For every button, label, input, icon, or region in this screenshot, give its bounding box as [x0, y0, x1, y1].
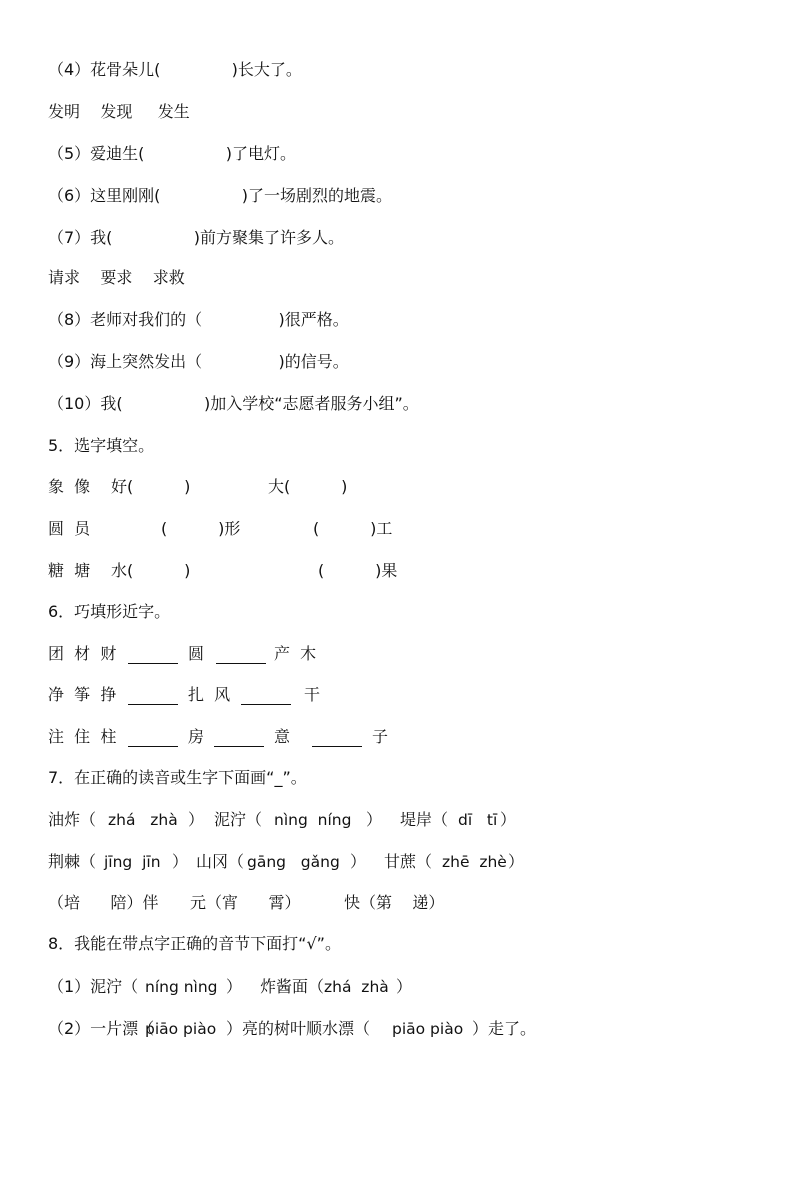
q4-item-8: （8）老师对我们的（ )很严格。 — [48, 310, 349, 329]
q7-pinyin-options: dī tī — [458, 811, 498, 829]
q8-item-2-middle: ）亮的树叶顺水漂（ — [226, 1019, 371, 1038]
q7-row-1 — [48, 808, 768, 832]
q7-close: ） — [508, 852, 525, 871]
q5-row-blank-second: ( )果 — [318, 561, 398, 580]
q8-pinyin-options: piāo piào — [392, 1020, 464, 1038]
q7-word: 荆棘（ — [48, 852, 97, 871]
q4-word-options-2: 发明 发现 发生 — [48, 102, 190, 121]
q8-item-2 — [48, 1017, 768, 1041]
q6-blank-line — [241, 704, 291, 705]
q5-row-3 — [48, 559, 748, 583]
q6-row-1 — [48, 642, 748, 666]
q8-item-1-word: （1）泥泞（ — [48, 977, 139, 996]
q7-char-choice: （培 陪）伴 — [48, 893, 159, 912]
q8-close: ） — [226, 977, 243, 996]
q5-row-blank-first: 水( ) — [111, 561, 191, 580]
q6-chars-a: 注 住 柱 — [48, 727, 117, 746]
q6-chars-a: 净 筝 挣 — [48, 685, 117, 704]
q6-blank-line — [128, 663, 178, 664]
q6-blank-line — [128, 746, 178, 747]
q8-item-2-word: （2）一片漂（ — [48, 1019, 155, 1038]
q5-row-chars: 糖 塘 — [48, 561, 91, 580]
q7-pinyin-options: jīng jīn — [104, 853, 161, 871]
q6-blank-line — [216, 663, 266, 664]
q7-word: 泥泞（ — [214, 810, 263, 829]
q7-pinyin-options: zhē zhè — [442, 853, 507, 871]
q4-item-7: （7）我( )前方聚集了许多人。 — [48, 228, 345, 247]
q5-row-2 — [48, 517, 748, 541]
q7-close: ） — [366, 810, 383, 829]
q5-row-blank-second: 大( ) — [268, 477, 348, 496]
q6-chars-b: 房 — [188, 727, 205, 746]
q6-row-2 — [48, 683, 748, 707]
q8-pinyin-options: níng nìng — [145, 978, 218, 996]
q6-chars-a: 团 材 财 — [48, 644, 117, 663]
q7-row-3 — [48, 891, 768, 915]
q7-pinyin-options: nìng níng — [274, 811, 352, 829]
q5-row-1 — [48, 475, 748, 499]
q8-item-1-word-2: 炸酱面（ — [260, 977, 325, 996]
q7-word: 山冈（ — [196, 852, 245, 871]
q8-pinyin-options: piāo piào — [145, 1020, 217, 1038]
q7-word: 油炸（ — [48, 810, 97, 829]
q7-pinyin-options: zhá zhà — [108, 811, 178, 829]
q7-word: 堤岸（ — [400, 810, 449, 829]
q5-row-blank-second: ( )工 — [313, 519, 393, 538]
q7-title: 7．在正确的读音或生字下面画“_”。 — [48, 768, 307, 787]
q8-item-2-end: ）走了。 — [472, 1019, 537, 1038]
q7-close: ） — [172, 852, 189, 871]
q5-title: 5．选字填空。 — [48, 436, 155, 455]
q7-word: 甘蔗（ — [384, 852, 433, 871]
q4-word-options-3: 请求 要求 求救 — [48, 268, 185, 287]
q6-chars-b: 扎 风 — [188, 685, 231, 704]
q6-chars-c: 意 — [274, 727, 291, 746]
q7-char-choice: 快（第 递） — [344, 893, 445, 912]
q6-row-3 — [48, 725, 748, 749]
q7-char-choice: 元（宵 霄） — [190, 893, 301, 912]
q7-close: ） — [188, 810, 205, 829]
q6-chars-c: 干 — [304, 685, 321, 704]
q8-title: 8．我能在带点字正确的音节下面打“√”。 — [48, 934, 341, 953]
q4-item-6: （6）这里刚刚( )了一场剧烈的地震。 — [48, 186, 393, 205]
q6-blank-line — [312, 746, 362, 747]
q5-row-blank-first: ( )形 — [161, 519, 241, 538]
q8-close: ） — [396, 977, 413, 996]
q5-row-chars: 圆 员 — [48, 519, 91, 538]
q5-row-chars: 象 像 — [48, 477, 91, 496]
q4-item-10: （10）我( )加入学校“志愿者服务小组”。 — [48, 394, 419, 413]
q7-pinyin-options: gāng gǎng — [247, 853, 340, 871]
q8-pinyin-options: zhá zhà — [324, 978, 389, 996]
q7-close: ） — [350, 852, 367, 871]
q6-chars-d: 子 — [372, 727, 389, 746]
q4-item-9: （9）海上突然发出（ )的信号。 — [48, 352, 349, 371]
q7-row-2 — [48, 850, 768, 874]
q7-close: ） — [500, 810, 517, 829]
q6-chars-c: 产 木 — [274, 644, 317, 663]
q8-item-1 — [48, 975, 768, 999]
q4-item-5: （5）爱迪生( )了电灯。 — [48, 144, 297, 163]
q5-row-blank-first: 好( ) — [111, 477, 191, 496]
q6-chars-b: 圆 — [188, 644, 205, 663]
q6-title: 6．巧填形近字。 — [48, 602, 171, 621]
q4-item-4: （4）花骨朵儿( )长大了。 — [48, 60, 302, 79]
q6-blank-line — [214, 746, 264, 747]
q6-blank-line — [128, 704, 178, 705]
